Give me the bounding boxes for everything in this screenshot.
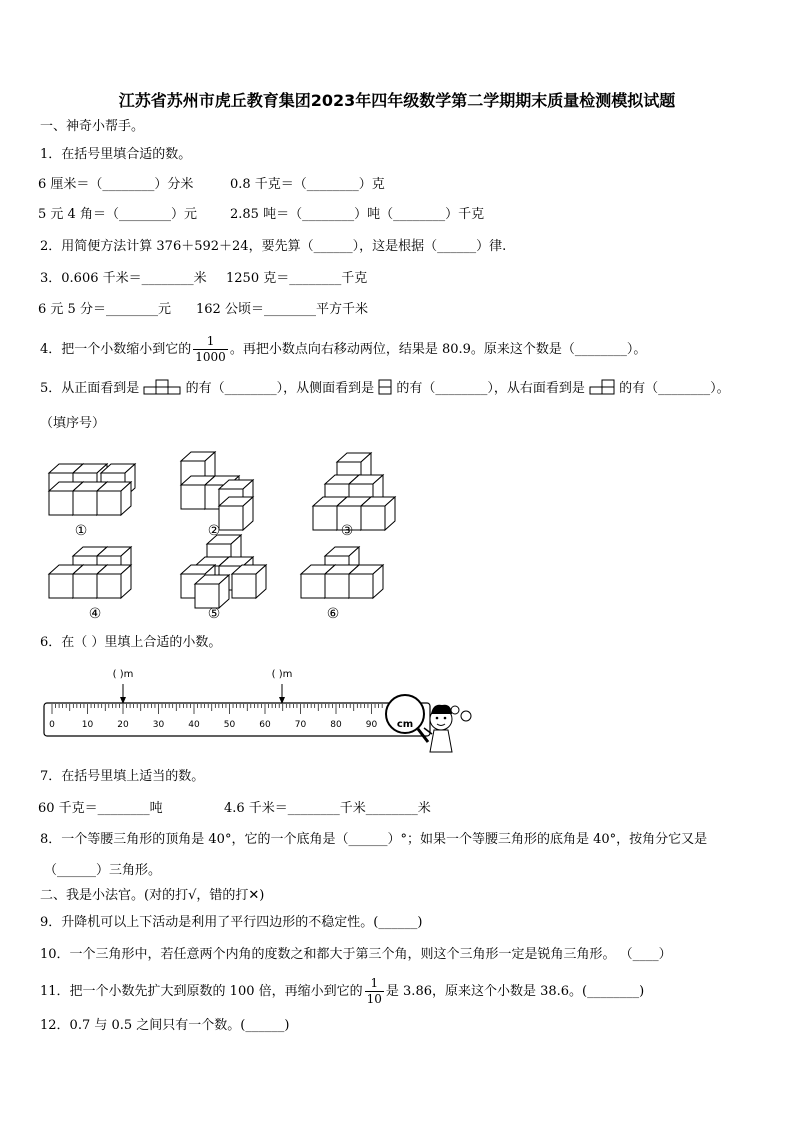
question-5: 5．从正面看到是 的有（________），从侧面看到是 的有（________），从右面看到是 的有（________）。 (40, 381, 730, 396)
ruler (0, 660, 500, 760)
tick-label: 0 (49, 720, 55, 730)
cube-figure-2 (181, 452, 253, 530)
shape-label-6: ⑥ (326, 606, 340, 622)
front-view-icon (143, 379, 181, 395)
fraction: $\frac{1}{10}$ (366, 976, 382, 1006)
tick-label: 40 (188, 720, 200, 730)
question-3a: 3．0.606 千米＝________米 (40, 271, 207, 286)
right-view-icon (589, 379, 615, 395)
tick-label: 60 (259, 720, 271, 730)
question-7b: 4.6 千米＝________千米________米 (224, 801, 431, 816)
question-6: 6．在（ ）里填上合适的小数。 (40, 635, 222, 650)
question-4-text: 4．把一个小数缩小到它的 (40, 342, 192, 357)
girl-cartoon-icon (424, 705, 471, 752)
question-1b: 0.8 千克＝（________）克 (230, 177, 385, 192)
tick-label: 70 (294, 720, 307, 730)
question-1a: 6 厘米＝（________）分米 (38, 177, 194, 192)
tick-label: 50 (223, 720, 236, 730)
cube-figure-5 (181, 535, 266, 608)
shape-label-5: ⑤ (207, 606, 221, 622)
shape-label-4: ④ (88, 606, 102, 622)
tick-label: 90 (365, 720, 378, 730)
cube-figure-6 (301, 547, 383, 598)
section-heading-1: 一、神奇小帮手。 (40, 119, 145, 134)
ruler-unit: cm (396, 719, 414, 730)
question-5-note: （填序号） (40, 416, 106, 431)
cube-figure-3 (313, 453, 395, 530)
question-10: 10．一个三角形中，若任意两个内角的度数之和都大于第三个角，则这个三角形一定是锐角三角形。 （____） (40, 947, 672, 962)
shape-label-1: ① (74, 523, 88, 539)
question-1d: 2.85 吨＝（________）吨（________）千克 (230, 207, 485, 222)
cube-figure-4 (49, 547, 131, 598)
shape-label-2: ② (207, 523, 221, 539)
question-4-text-end: 。再把小数点向右移动两位，结果是 80.9。原来这个数是（________）。 (229, 342, 647, 357)
question-8: 8．一个等腰三角形的顶角是 40°，它的一个底角是（______）°；如果一个等腰三角形的底角是 40°，按角分它又是 (40, 832, 708, 847)
tick-label: 30 (152, 720, 165, 730)
side-view-icon (378, 379, 392, 395)
shape-label-3: ③ (340, 523, 354, 539)
page-title: 江苏省苏州市虎丘教育集团2023年四年级数学第二学期期末质量检测模拟试题 (118, 91, 676, 110)
question-11: 11．把一个小数先扩大到原数的 100 倍，再缩小到它的 $\frac{1}{10}$ 是 3.86，原来这个小数是 38.6。(________) (40, 976, 645, 1006)
cube-figures (0, 440, 420, 630)
tick-label: 10 (81, 720, 94, 730)
question-7a: 60 千克＝________吨 (38, 801, 163, 816)
tick-label: 20 (117, 720, 129, 730)
question-9: 9．升降机可以上下活动是利用了平行四边形的不稳定性。(______) (40, 915, 423, 930)
question-3c: 6 元 5 分＝________元 (38, 302, 171, 317)
question-8-continued: （______）三角形。 (44, 863, 162, 878)
question-12: 12．0.7 与 0.5 之间只有一个数。(______) (40, 1018, 290, 1033)
ruler-marker-label-1: ( )m (112, 669, 134, 680)
question-4 (40, 332, 646, 368)
question-1: 1．在括号里填合适的数。 (40, 147, 192, 162)
tick-label: 80 (330, 720, 342, 730)
question-2: 2．用简便方法计算 376＋592＋24，要先算（______），这是根据（______）律. (40, 239, 507, 254)
ruler-marker-label-2: ( )m (271, 669, 293, 680)
question-3d: 162 公顷＝________平方千米 (196, 302, 368, 317)
section-heading-2: 二、我是小法官。(对的打√，错的打✕) (40, 888, 265, 903)
question-1c: 5 元 4 角＝（________）元 (38, 207, 197, 222)
fraction: $\frac{1}{1000}$ (195, 334, 226, 364)
question-3b: 1250 克＝________千克 (226, 271, 368, 286)
cube-figure-1 (49, 464, 135, 515)
question-7: 7．在括号里填上适当的数。 (40, 769, 205, 784)
